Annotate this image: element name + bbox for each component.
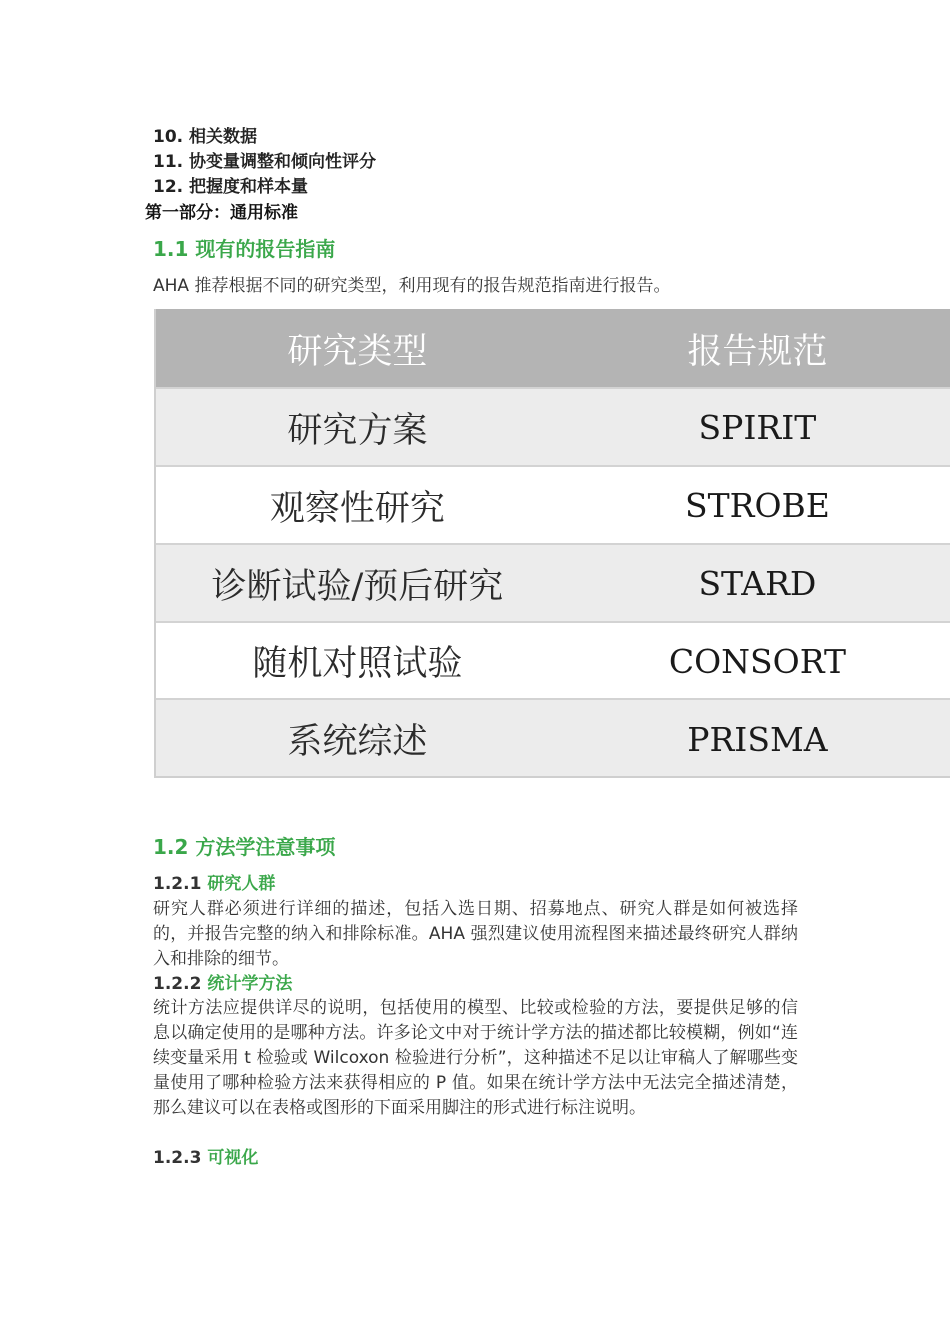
table-row [156, 387, 950, 466]
table-row [156, 465, 950, 544]
table-cell-guideline: CONSORT [668, 641, 846, 681]
table-cell-study-type: 系统综述 [287, 722, 428, 762]
toc-item: 10. 相关数据 [153, 127, 258, 147]
subsection-heading-1-2-3 [153, 1146, 258, 1170]
reporting-guidelines-table [154, 309, 950, 778]
subsection-heading-1-2-2 [153, 972, 292, 996]
subsection-title: 研究人群 [207, 874, 276, 894]
subsection-body: 统计方法应提供详尽的说明，包括使用的模型、比较或检验的方法，要提供足够的信息以确定使用的是哪种方法。许多论文中对于统计学方法的描述都比较模糊，例如“连续变量采用 t 检验或 Wilcoxon 检验进行分析”，这种描述不足以让审稿人了解哪些变量使用了哪种检验方法来获得相应的 P 值。如果在统计学方法中无法完全描述清楚，那么建议可以在表格或图形的下面采用脚注的形式进行标注说明。 [153, 998, 798, 1118]
subsection-number: 1.2.2 [153, 974, 202, 994]
subsection-body: 研究人群必须进行详细的描述，包括入选日期、招募地点、研究人群是如何被选择的，并报告完整的纳入和排除标准。AHA 强烈建议使用流程图来描述最终研究人群纳入和排除的细节。 [153, 899, 798, 969]
subsection-title: 可视化 [207, 1148, 259, 1168]
toc-item: 11. 协变量调整和倾向性评分 [153, 152, 377, 172]
section-intro: AHA 推荐根据不同的研究类型，利用现有的报告规范指南进行报告。 [153, 276, 671, 296]
table-cell-guideline: PRISMA [687, 719, 828, 759]
table-cell-guideline: SPIRIT [698, 408, 817, 447]
table-cell-study-type: 观察性研究 [269, 488, 445, 529]
subsection-number: 1.2.1 [153, 874, 202, 894]
table-header-row [156, 309, 950, 389]
table-header-study-type: 研究类型 [287, 332, 428, 372]
section-heading-1-2: 1.2 方法学注意事项 [153, 835, 336, 859]
subsection-title: 统计学方法 [207, 974, 293, 994]
table-row [156, 698, 950, 778]
table-cell-study-type: 随机对照试验 [252, 644, 463, 684]
table-cell-study-type: 研究方案 [287, 410, 428, 451]
table-row [156, 621, 950, 699]
table-cell-guideline: STROBE [684, 486, 830, 525]
subsection-heading-1-2-1 [153, 872, 275, 896]
table-header-guideline: 报告规范 [687, 332, 828, 372]
table-row [156, 543, 950, 622]
part-title: 第一部分：通用标准 [145, 203, 298, 223]
subsection-number: 1.2.3 [153, 1148, 202, 1168]
table-cell-study-type: 诊断试验/预后研究 [211, 566, 504, 607]
section-heading-1-1: 1.1 现有的报告指南 [153, 237, 336, 261]
table-cell-guideline: STARD [698, 564, 817, 603]
toc-item: 12. 把握度和样本量 [153, 177, 309, 197]
